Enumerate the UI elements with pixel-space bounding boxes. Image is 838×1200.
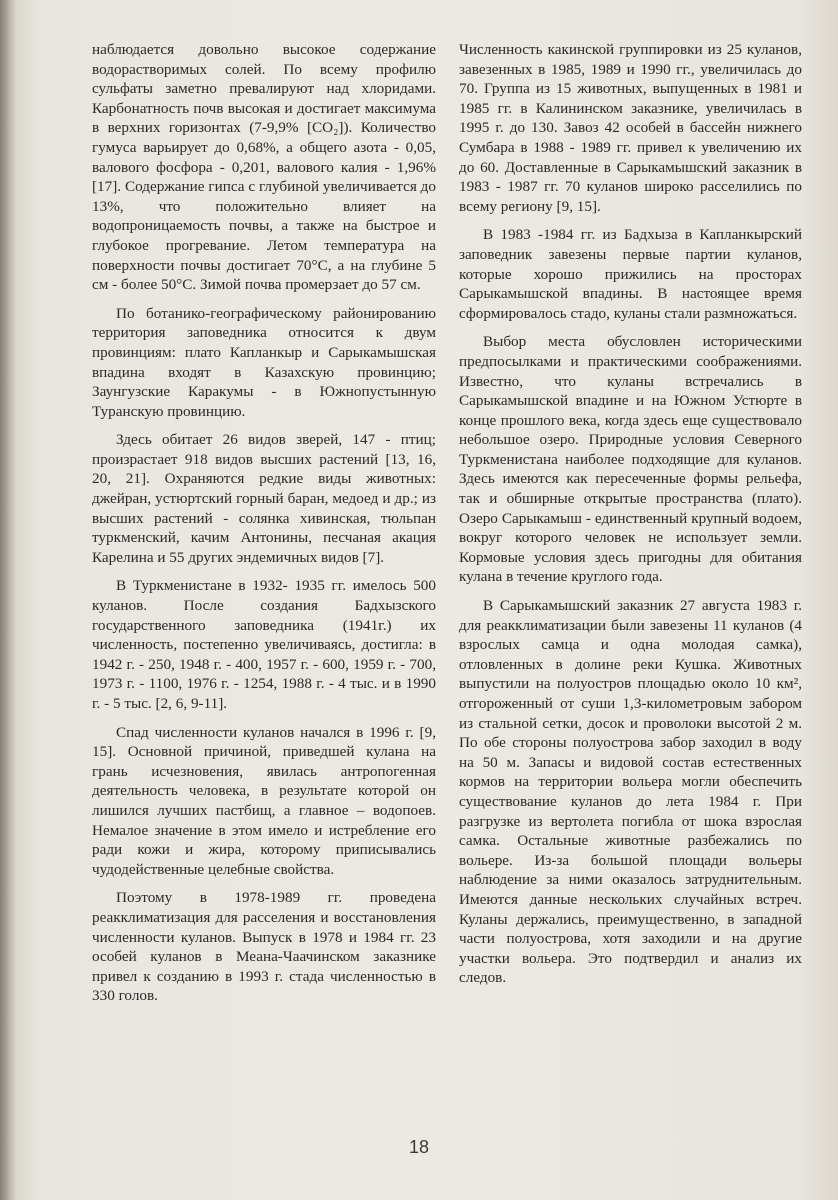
paragraph: наблюдается довольно высокое содержание водорастворимых солей. По всему профилю сульфаты заметно превалируют над хлоридами. Карбонатность почв высокая и достигает максимума в верхних горизонтах (7-9,9% [CO₂]). Количество гумуса варьирует до 0,68%, а общего азота - 0,05, валового фосфора - 0,201, валового калия - 1,96% [17]. Содержание гипса с глубиной увеличивается до 13%, что положительно влияет на водопроницаемость почвы, а также на быстрое и глубокое прогревание. Летом температура на поверхности почвы достигает 70°С, а на глубине 5 см - более 50°С. Зимой почва промерзает до 57 см. [92,41,436,294]
right-text-column [459,40,802,988]
paragraph: В Туркменистане в 1932- 1935 гг. имелось 500 куланов. После создания Бадхызского государственного заповедника (1941г.) их численность, постепенно увеличиваясь, достигла: в 1942 г. - 250, 1948 г. - 400, 1957 г. - 600, 1959 г. - 700, 1973 г. - 1100, 1976 г. - 1254, 1988 г. - 4 тыс. и в 1990 г. - 5 тыс. [2, 6, 9-11]. [92,577,436,712]
paragraph: В Сарыкамышский заказник 27 августа 1983 г. для реакклиматизации были завезены 11 куланов (4 взрослых самца и одна молодая самка), отловленных в долине реки Кушка. Животных выпустили на полуостров площадью около 10 км², отгороженный от суши 1,3-километровым забором из стальной сетки, досок и проволоки высотой 2 м. По обе стороны полуострова забор заходил в воду на 50 м. Запасы и видовой состав естественных кормов на территории вольера могли обеспечить существование куланов до лета 1984 г. При разгрузке из вертолета погибла от шока взрослая самка. Остальные животные разбежались по вольере. Из-за большой площади вольеры наблюдение за ними оказалось затруднительным. Имеются данные нескольких случайных встреч. Куланы держались, преимущественно, в западной части полуострова, хотя заходили и на другие участки вольера. Это подтвердил и анализ их следов. [459,597,802,987]
paragraph: Численность какинской группировки из 25 куланов, завезенных в 1985, 1989 и 1990 гг., увеличилась до 70. Группа из 15 животных, выпущенных в 1981 и 1985 гг. в Калининском заказнике, увеличилась в 1995 г. до 130. Завоз 42 особей в бассейн нижнего Сумбара в 1988 - 1989 гг. привел к увеличению их до 60. Доставленные в Сарыкамышский заказник в 1983 - 1987 гг. 70 куланов широко расселились по всему региону [9, 15]. [459,41,802,215]
page-number: 18 [408,1137,430,1157]
paragraph: По ботанико-географическому районированию территория заповедника относится к двум провинциям: плато Капланкыр и Сарыкамышская впадина входят в Казахскую провинцию; Заунгузские Каракумы - в Южнопустынную Туранскую провинцию. [92,304,436,420]
binding-shadow [0,0,16,1200]
paragraph: Поэтому в 1978-1989 гг. проведена реакклиматизация для расселения и восстановления численности куланов. Выпуск в 1978 и 1984 гг. 23 особей куланов в Меана-Чаачинском заказнике привел к созданию в 1993 г. стада численностью в 330 голов. [92,889,436,1005]
left-text-column [92,40,436,1006]
paragraph: Спад численности куланов начался в 1996 г. [9, 15]. Основной причиной, приведшей кулана на грань исчезновения, явилась антропогенная деятельность человека, в результате которой он лишился лучших пастбищ, а главное – водопоев. Немалое значение в этом имело и истребление его ради кожи и жира, которому приписывались чудодейственные целебные свойства. [92,723,436,878]
paragraph: В 1983 -1984 гг. из Бадхыза в Капланкырский заповедник завезены первые партии куланов, которые хорошо прижились на просторах Сарыкамышской впадины. В настоящее время сформировалось стадо, куланы стали размножаться. [459,226,802,322]
paragraph: Выбор места обусловлен историческими предпосылками и практическими соображениями. Известно, что куланы встречались в Сарыкамышской впадине и на Южном Устюрте в конце прошлого века, когда здесь еще существовало небольшое озеро. Природные условия Северного Туркменистана наиболее подходящие для куланов. Здесь имеются как пересеченные формы рельефа, так и обширные открытые пространства (плато). Озеро Сарыкамыш - единственный крупный водоем, вокруг которого человек не использует земли. Кормовые условия здесь пригодны для обитания кулана в течение круглого года. [459,333,802,586]
paragraph: Здесь обитает 26 видов зверей, 147 - птиц; произрастает 918 видов высших растений [13, 16, 20, 21]. Охраняются редкие виды животных: джейран, устюртский горный баран, медоед и др.; из высших растений - солянка хивинская, тюльпан туркменский, качим Антонины, песчаная акация Карелина и 55 других эндемичных видов [7]. [92,431,436,566]
